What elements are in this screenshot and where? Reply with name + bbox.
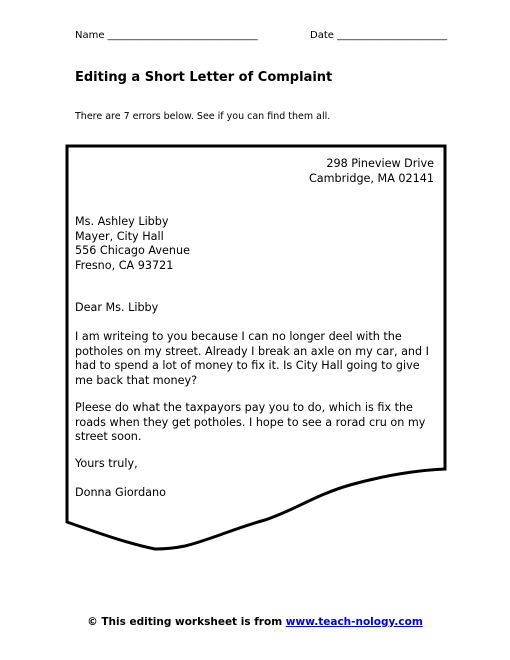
sender-city: Cambridge, MA 02141 (308, 171, 434, 185)
footer (0, 616, 510, 628)
date-line: Date ______________________ (310, 30, 448, 41)
footer-link[interactable]: www.teach-nology.com (285, 616, 423, 628)
worksheet-title: Editing a Short Letter of Complaint (75, 70, 333, 85)
sender-address (309, 157, 434, 186)
recipient-street: 556 Chicago Avenue (75, 244, 190, 257)
letter-paragraph: Pleese do what the taxpayors pay you to do, which is fix the roads when they get potholes. I hope to see a rorad cru on my street soon. (75, 401, 426, 443)
letter-paragraph: I am writeing to you because I can no longer deel with the potholes on my street. Already I break an axle on my car, and I had to spend a lot of money to fix it. Is City Hall going to give me back that money? (75, 330, 429, 387)
name-line: Name ______________________________ (75, 30, 258, 41)
recipient-city: Fresno, CA 93721 (75, 258, 174, 272)
recipient-title: Mayer, City Hall (75, 229, 164, 243)
footer-prefix: © This editing worksheet is from (87, 616, 286, 628)
closing: Yours truly, (75, 457, 138, 470)
salutation: Dear Ms. Libby (75, 301, 159, 314)
instructions: There are 7 errors below. See if you can find them all. (75, 111, 331, 122)
recipient-address (75, 215, 190, 273)
signature: Donna Giordano (75, 486, 166, 499)
sender-street: 298 Pineview Drive (326, 157, 434, 170)
recipient-name: Ms. Ashley Libby (75, 215, 169, 228)
